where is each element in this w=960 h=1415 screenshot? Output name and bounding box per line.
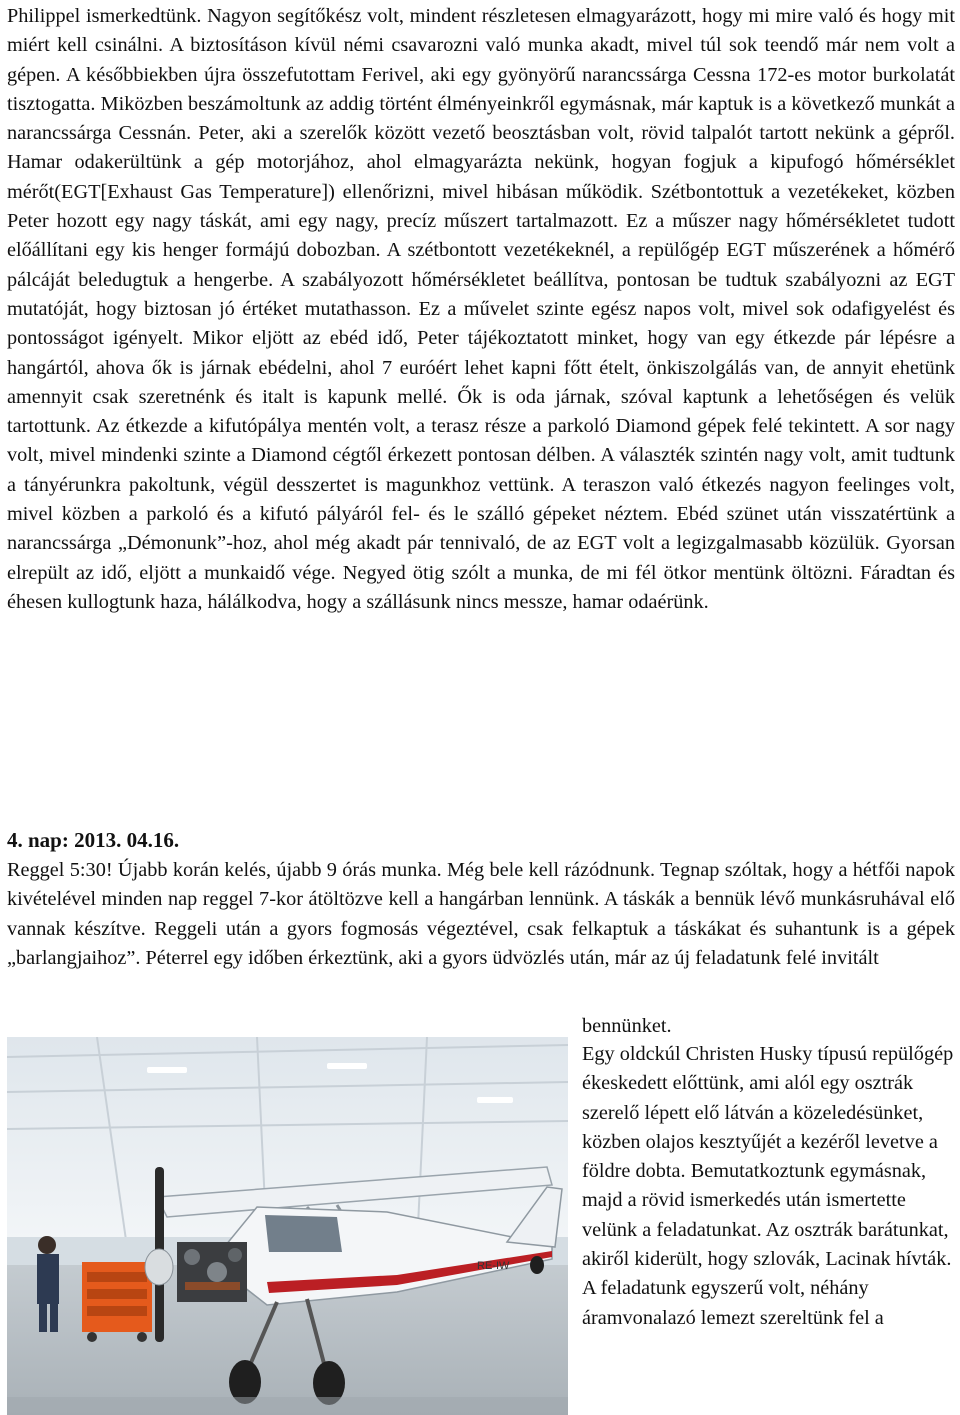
paragraph-intro: Philippel ismerkedtünk. Nagyon segítőkész volt, mindent részletesen elmagyarázott, hogy mi mire való és hogy mit miért kell csinálni. A biztosításon kívül némi csavarozni való munka akadt, mivel túl sok teendő már nem volt a gépen. A későbbiekben újra összefutottam Ferivel, aki egy gyönyörű narancssárga Cessna 172-es motor burkolatát tisztogatta. Miközben beszámoltunk az addig történt élményeinkről egymásnak, már kaptuk is a következő munkát a narancssárga Cessnán. Peter, aki a szerelők között vezető beosztásban volt, rövid talpalót tartott nekünk a gépről. Hamar odakerültünk a gép motorjához, ahol elmagyarázta nekünk, hogyan fogjuk a kipufogó hőmérséklet mérőt(EGT[Exhaust Gas Temperature]) ellenőrizni, mivel hibásan működik. Szétbontottuk a vezetékeket, közben Peter hozott egy nagy táskát, ami egy nagy, precíz műszert tartalmazott. Ez a műszer nagy hőmérsékletet tudott előállítani egy kis henger formájú dobozban. A szétbontott vezetékeknél, a repülőgép EGT műszerének a hőmérő pálcáját beledugtuk a hengerbe. A szabályozott hőmérsékletet beállítva, pontosan be tudtuk szabályozni az EGT mutatóját, hogy biztosan jó értéket mutathasson. Ez a művelet szinte egész napos volt, mivel sok odafigyelést és pontosságot igényelt. Mikor eljött az ebéd idő, Peter tájékoztatott minket, hogy van egy étkezde pár lépésre a hangártól, ahova ők is járnak ebédelni, ahol 7 euróért lehet kapni főtt ételt, önkiszolgálás van, de annyit ehetünk amennyit csak szeretnénk és italt is kapunk mellé. Ők is oda járnak, szóval kaptunk a lehetőségen és velük tartottunk. Az étkezde a kifutópálya mentén volt, a terasz része a parkoló Diamond gépek felé tekintett. A sor nagy volt, mivel mindenki szinte a Diamond cégtől érkezett pontosan délben. A választék szintén nagy volt, amit tudtunk a tányérunkra pakoltunk, végül desszertet is magunkhoz vettünk. A teraszon való étkezés nagyon feelinges volt, mivel közben a parkoló és a kifutó pályáról fel- és le szálló gépeket néztem. Ebéd szünet után visszatértünk a narancssárga „Démonunk”-hoz, ahol még akadt pár tennivaló, de az EGT volt a legizgalmasabb közülük. Gyorsan elrepült az idő, eljött a munkaidő vége. Negyed ötig szólt a munka, de mi fél ötkor mentünk öltözni. Fáradtan és éhesen kullogtunk haza, hálálkodva, hogy a szállásunk nincs messze, hamar odaérünk. — [7, 5, 955, 613]
floor-shadow — [7, 1397, 568, 1415]
paragraph-day4: Reggel 5:30! Újabb korán kelés, újabb 9 órás munka. Még bele kell rázódnunk. Tegnap szóltak, hogy a hétfői napok kivételével minden nap reggel 7-kor átöltözve kell a hangárban lennünk. A táskák a bennük lévő munkásruhával elő vannak készítve. Reggeli után a gyors fogmosás végeztével, csak felkaptuk a táskákat és suhantunk is a gépek „barlangjaihoz”. Péterrel egy időben érkeztünk, aki a gyors üdvözlés után, már az új feladatunk felé invitált — [7, 859, 955, 969]
tool-cart — [82, 1262, 152, 1342]
day-heading: 4. nap: 2013. 04.16. — [7, 828, 180, 852]
hangar-airplane-photo — [7, 1037, 568, 1415]
paragraph-day4-end: bennünket. — [582, 1015, 672, 1037]
paragraph-husky: Egy oldckúl Christen Husky típusú repülőgép ékeskedett előttünk, ami alól egy osztrák szerelő lépett elő látván a közeledésünket, közben olajos kesztyűjét a kezéről levetve a földre dobta. Bemutatkoztunk egymásnak, majd a rövid ismerkedés után ismertette velünk a feladatunkat. Az osztrák barátunkat, akiről kiderült, hogy szlovák, Lacinak hívták. A feladatunk egyszerű volt, néhány áramvonalazó lemezt szereltünk fel a — [582, 1043, 954, 1329]
airplane-illustration — [7, 1037, 568, 1415]
cockpit-window — [265, 1215, 342, 1252]
exposed-engine — [177, 1242, 247, 1302]
plane-registration: RE-IW — [477, 1260, 510, 1272]
